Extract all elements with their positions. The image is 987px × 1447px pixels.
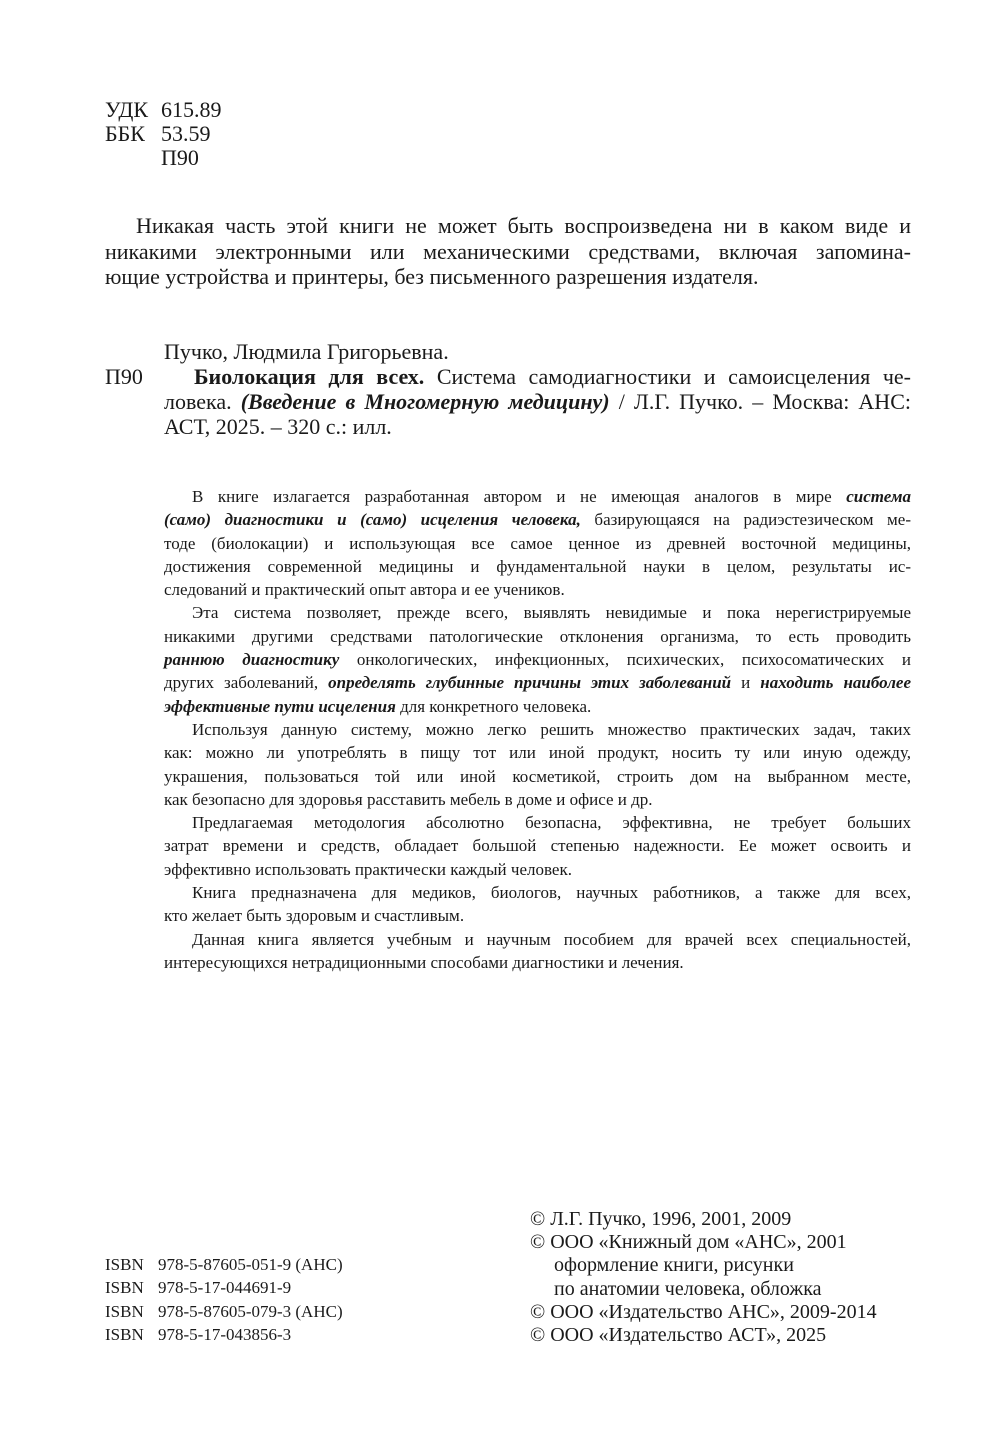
bib-line-2: ловека. (Введение в Многомерную медицину) / Л.Г. Пучко. – Москва: АНС: — [164, 389, 911, 414]
bib-title: Биолокация для всех. Система самодиагностики и самоисцеления че- — [194, 364, 911, 389]
abstract-paragraph-5: Книга предназначена для медиков, биологов, научных работников, а также для всех, кто желает быть здоровым и счастливым. — [164, 883, 911, 926]
copyright-ans-note-1: оформление книги, рисунки — [554, 1254, 794, 1277]
udk-label: УДК — [105, 97, 149, 122]
copyright-ans-publisher: © ООО «Издательство АНС», 2009-2014 — [530, 1300, 877, 1323]
isbn-list — [105, 1253, 343, 1346]
bib-mark: П90 — [105, 364, 143, 389]
udk-line — [105, 98, 222, 122]
abstract-paragraph-2: Эта система позволяет, прежде всего, выявлять невидимые и пока нерегистрируемые никакими другими средствами патологические отклонения организма, то есть проводить раннюю диагностику онкологических, инфекционных, психических, психосоматических и других заболеваний, определять глубинные причины этих заболеваний и находить наиболее эффективные пути исцеления для конкретного человека. — [164, 603, 912, 716]
author-mark: П90 — [161, 145, 199, 170]
isbn-item: ISBN 978-5-87605-051-9 (АНС) — [105, 1255, 343, 1274]
isbn-item: ISBN 978-5-87605-079-3 (АНС) — [105, 1301, 343, 1321]
abstract-paragraph-3: Используя данную систему, можно легко решить множество практических задач, таких как: можно ли употреблять в пищу тот или иной продукт, носить ту или иную одежду, украшения, пользоваться той или иной косметикой, строить дом на выбранном месте, как безопасно для здоровья расставить мебель в доме и офисе и др. — [164, 719, 911, 809]
notice-line-3: ющие устройства и принтеры, без письменного разрешения издателя. — [105, 264, 759, 289]
book-title: Биолокация для всех. — [194, 364, 425, 389]
copyright-author: © Л.Г. Пучко, 1996, 2001, 2009 — [530, 1208, 792, 1230]
isbn-item: ISBN 978-5-17-043856-3 — [105, 1324, 292, 1344]
notice-line-2: никакими электронными или механическими средствами, включая запомина- — [105, 238, 911, 264]
copyright-notice — [105, 213, 911, 290]
udk-value: 615.89 — [161, 97, 222, 122]
bbk-label: ББК — [105, 121, 145, 146]
copyright-list — [530, 1208, 877, 1347]
isbn-item: ISBN 978-5-17-044691-9 — [105, 1278, 292, 1298]
bbk-line — [105, 122, 211, 146]
abstract-paragraph-4: Предлагаемая методология абсолютно безопасна, эффективна, не требует больших затрат времени и средств, обладает большой степенью надежности. Ее может освоить и эффективно использовать практически каждый человек. — [164, 813, 911, 879]
abstract-paragraph-1: В книге излагается разработанная автором и не имеющая аналогов в мире система (само) диагностики и (само) исцеления человека, базирующаяся на радиэстезическом ме- тоде (биолокации) и использующая все самое ценное из древней восточной медицины, достижения современной медицины и фундаментальной науки в целом, результаты ис- следований и практический опыт автора и ее учеников. — [164, 487, 911, 600]
copyright-ast-publisher: © ООО «Издательство АСТ», 2025 — [530, 1324, 827, 1347]
bbk-value: 53.59 — [161, 121, 211, 146]
abstract-paragraph-6: Данная книга является учебным и научным пособием для врачей всех специальностей, интересующихся нетрадиционными способами диагностики и лечения. — [164, 929, 911, 972]
notice-line-1: Никакая часть этой книги не может быть воспроизведена ни в каком виде и — [136, 213, 911, 238]
bib-line-3: АСТ, 2025. – 320 с.: илл. — [164, 414, 392, 439]
copyright-ans-house: © ООО «Книжный дом «АНС», 2001 — [530, 1231, 847, 1254]
book-subtitle: (Введение в Многомерную медицину) — [240, 389, 610, 414]
bib-author: Пучко, Людмила Григорьевна. — [164, 339, 449, 364]
copyright-ans-note-2: по анатомии человека, обложка — [554, 1277, 822, 1300]
abstract — [164, 485, 911, 974]
